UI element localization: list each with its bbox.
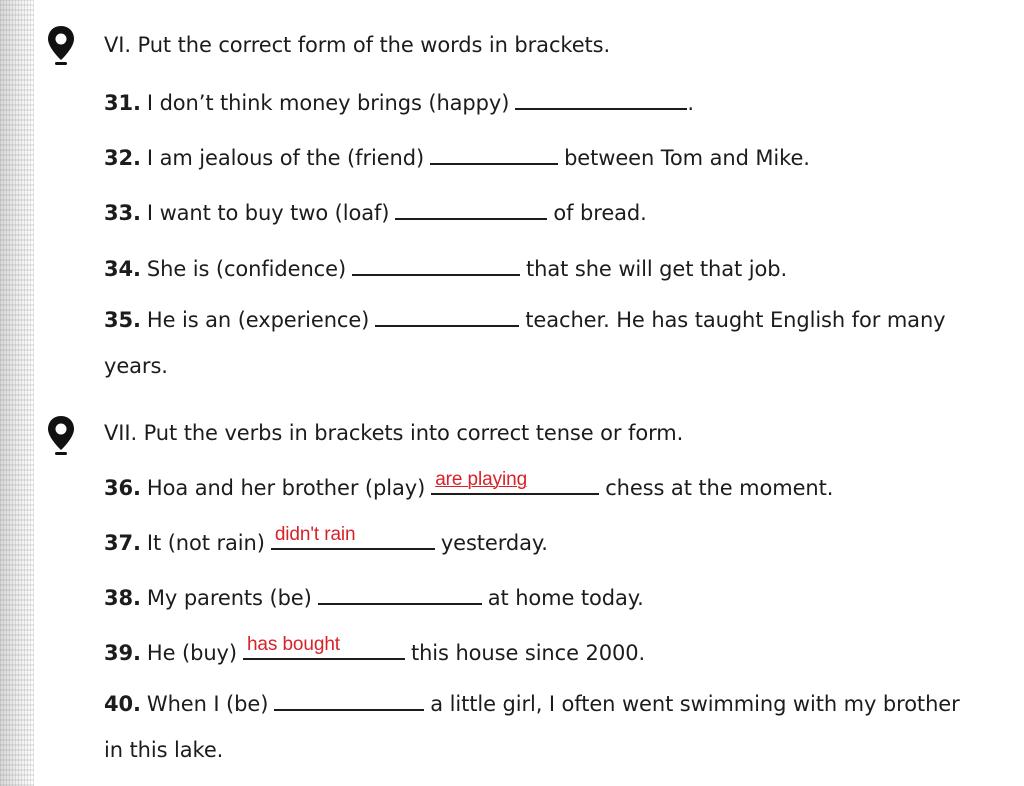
map-pin-icon [46,414,76,458]
answer-blank[interactable] [352,252,520,276]
question-text: I am jealous of the (friend) [146,146,425,170]
question-39 [104,636,980,665]
question-number: 31. [104,91,141,115]
question-text: My parents (be) [146,586,312,610]
question-text-end: a little girl, I often went swimming with my brother in this lake. [104,692,960,762]
question-number: 37. [104,531,141,555]
question-text-end: teacher. He has taught English for many years. [104,308,946,378]
answer-blank[interactable] [395,196,547,220]
question-35 [104,297,980,389]
question-37 [104,526,980,555]
question-text-end: chess at the moment. [605,476,834,500]
answer-text: has bought [246,634,340,655]
question-34 [104,252,980,281]
question-text-end: yesterday. [440,531,548,555]
question-32 [104,141,980,170]
question-40 [104,681,980,773]
answer-text: didn't rain [274,524,356,545]
section-7-heading: VII. Put the verbs in brackets into correct tense or form. [104,421,684,445]
question-number: 35. [104,308,141,332]
scanned-page-edge [0,0,34,786]
question-33 [104,196,980,225]
question-36 [104,471,980,500]
question-text: He (buy) [146,641,237,665]
question-text-end: that she will get that job. [526,257,788,281]
question-number: 39. [104,641,141,665]
answer-text: are playing [435,469,528,490]
question-text: I don’t think money brings (happy) [146,91,510,115]
answer-blank[interactable] [430,141,558,165]
question-text-end: . [687,91,694,115]
question-text-end: between Tom and Mike. [564,146,810,170]
question-text: Hoa and her brother (play) [146,476,426,500]
question-text: She is (confidence) [146,257,347,281]
answer-blank[interactable] [243,636,405,660]
answer-blank[interactable] [515,86,687,110]
answer-blank[interactable] [318,581,482,605]
question-number: 38. [104,586,141,610]
question-number: 36. [104,476,141,500]
answer-blank[interactable] [431,471,599,495]
answer-blank[interactable] [271,526,435,550]
question-text: When I (be) [146,692,269,716]
map-pin-icon [46,24,76,68]
answer-blank[interactable] [274,687,424,711]
question-text-end: of bread. [553,201,647,225]
question-38 [104,581,980,610]
section-6-heading: VI. Put the correct form of the words in brackets. [104,33,611,57]
question-number: 33. [104,201,141,225]
question-number: 32. [104,146,141,170]
question-number: 34. [104,257,141,281]
question-number: 40. [104,692,141,716]
question-text: He is an (experience) [146,308,370,332]
question-31 [104,86,980,115]
question-text-end: at home today. [487,586,644,610]
question-text-end: this house since 2000. [410,641,646,665]
answer-blank[interactable] [375,303,519,327]
question-text: I want to buy two (loaf) [146,201,390,225]
question-text: It (not rain) [146,531,265,555]
